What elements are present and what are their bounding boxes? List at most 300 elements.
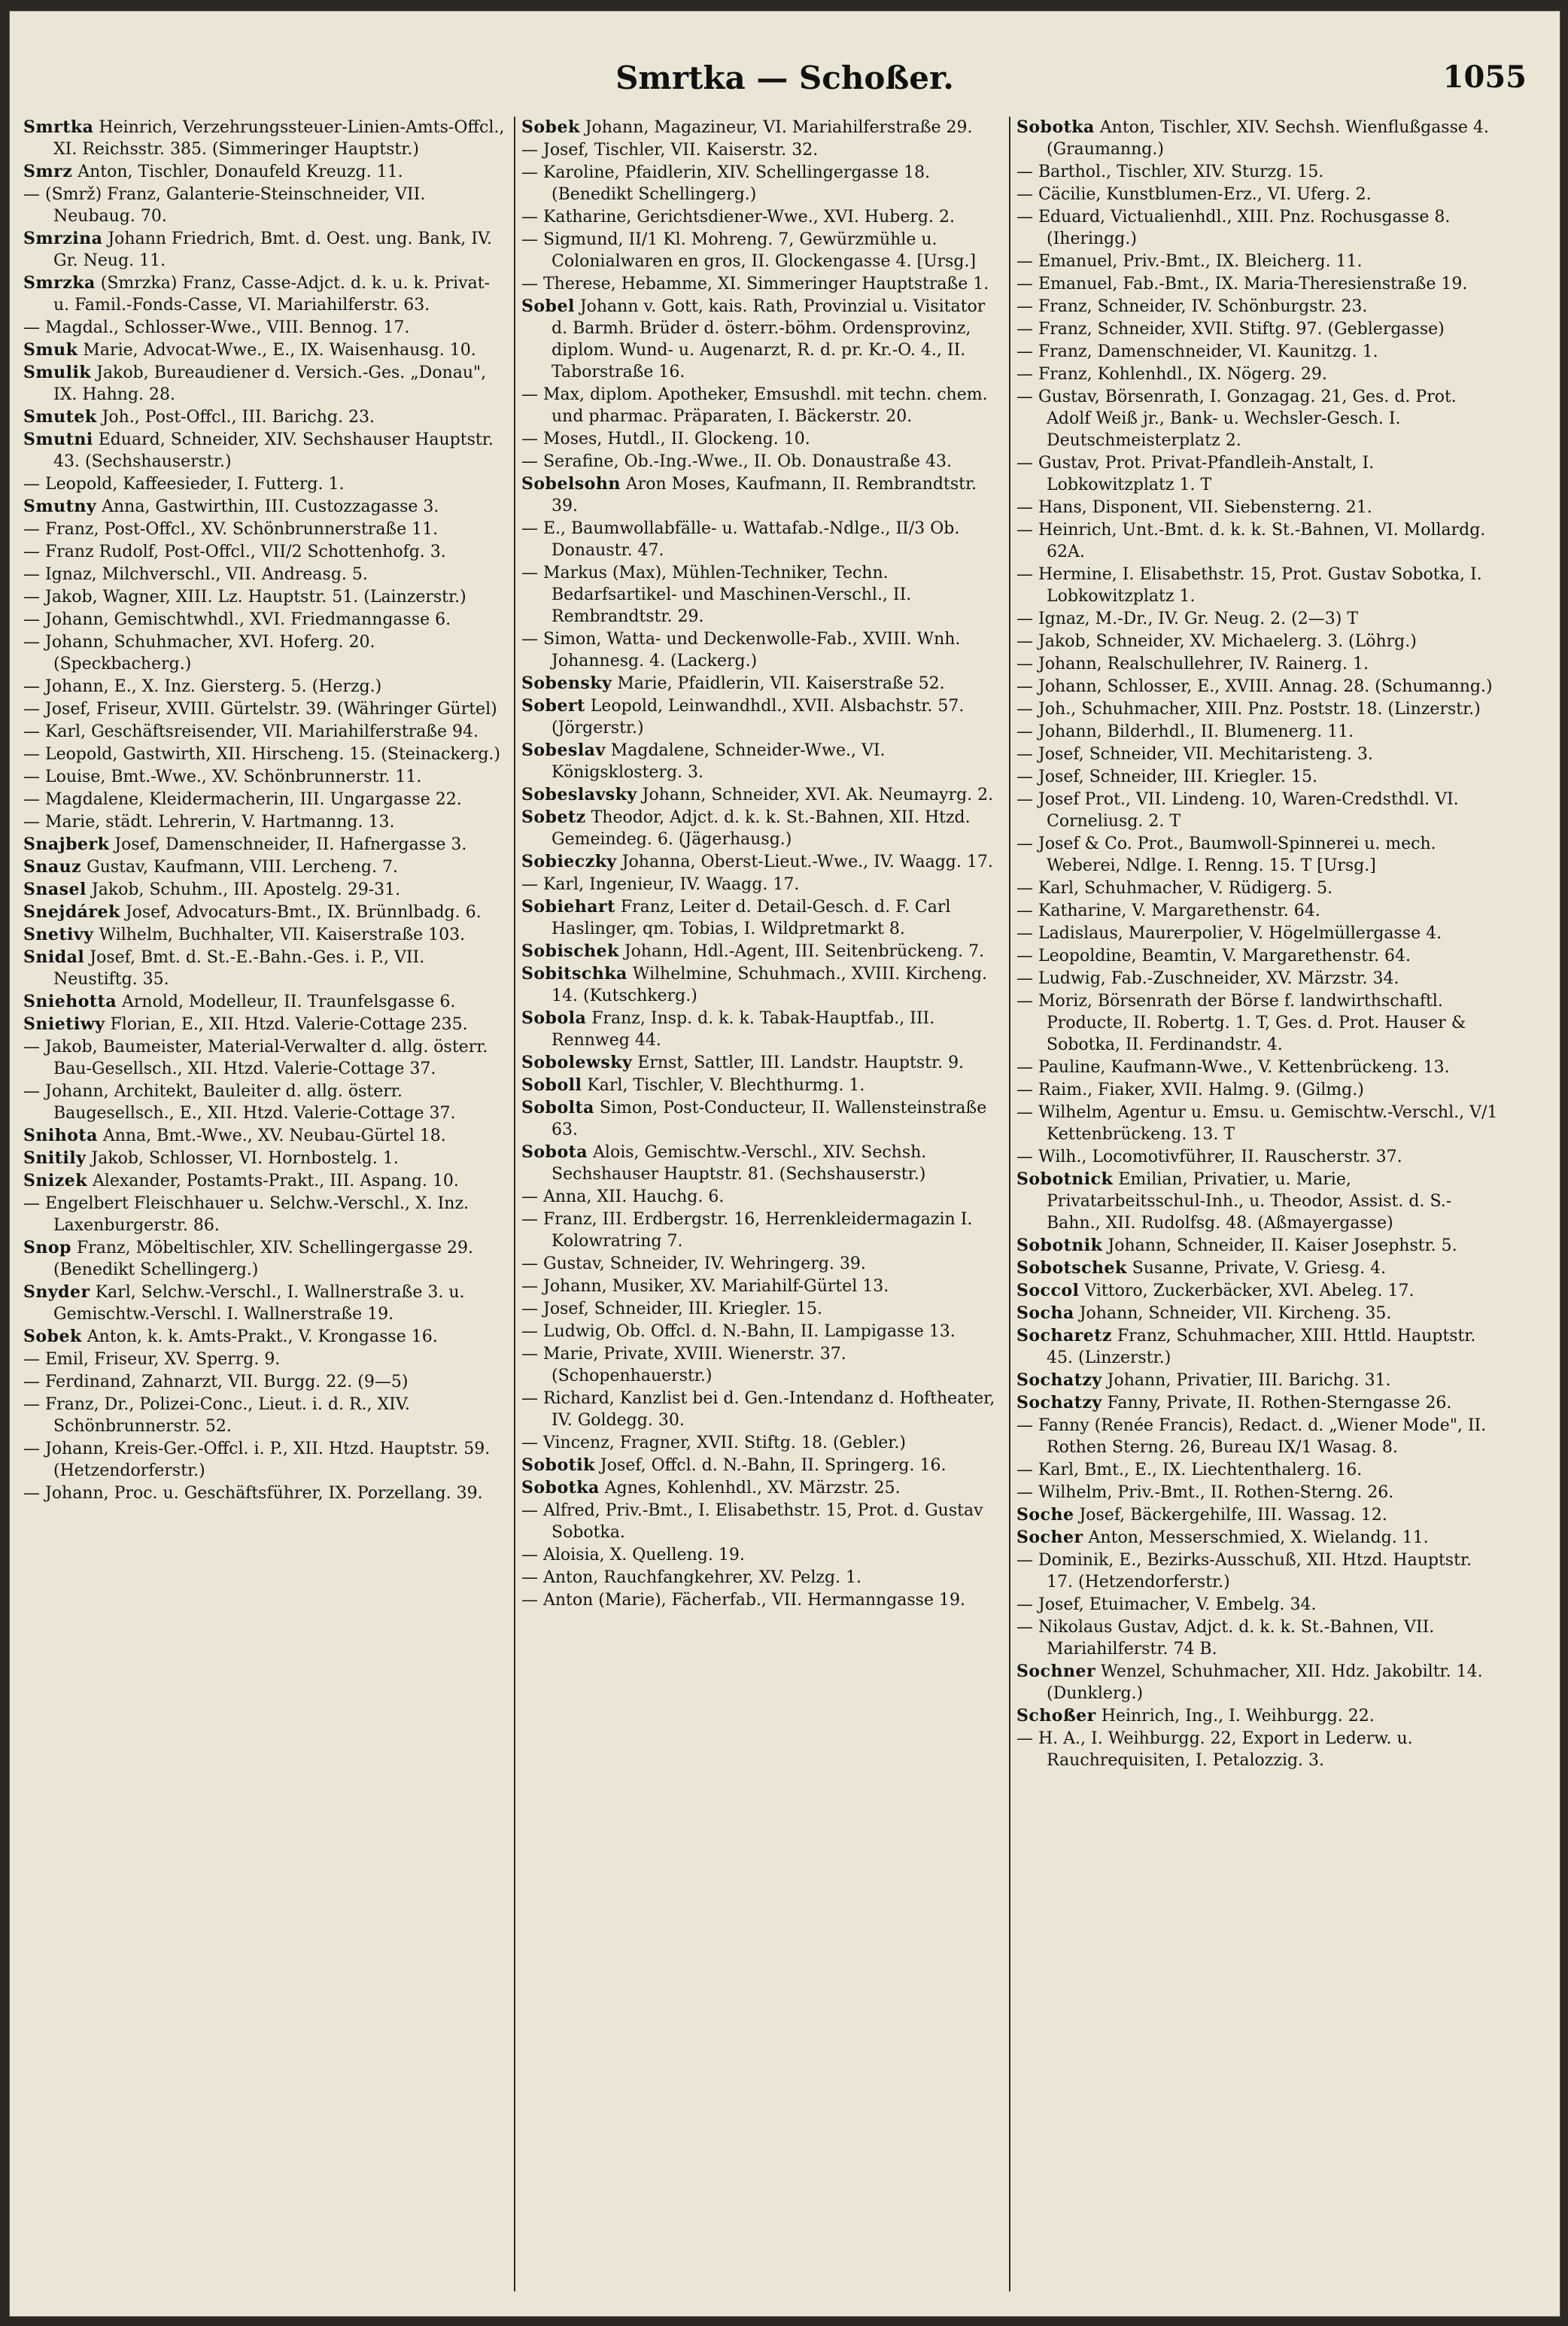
entry-surname: Sobitschka [521,964,628,984]
entry-surname: Schoßer [1016,1706,1096,1725]
entry-text: Anton, Messerschmied, X. Wielandg. 11. [1088,1528,1429,1547]
directory-entry [23,789,509,810]
directory-entry [521,518,1003,561]
directory-entry [1016,1079,1498,1101]
directory-entry [23,1193,509,1236]
directory-entry [521,673,1003,695]
directory-entry [1016,386,1498,452]
entry-text: — Ludwig, Fab.-Zuschneider, XV. Märzstr. 34. [1016,969,1399,988]
entry-text: — Karl, Geschäftsreisender, VII. Mariahilferstraße 94. [23,722,479,741]
directory-entry [23,1438,509,1482]
entry-text: — Vincenz, Fragner, XVII. Stiftg. 18. (Gebler.) [521,1434,906,1452]
entry-text: — Sigmund, II/1 Kl. Mohreng. 7, Gewürzmühle u. Colonialwaren en gros, II. Glockengasse 4. [Ursg.] [521,230,977,271]
entry-text: Leopold, Leinwandhdl., XVII. Alsbachstr. 57. (Jörgerstr.) [552,697,965,737]
directory-entry [1016,1527,1498,1549]
directory-entry [521,1186,1003,1208]
entry-text: Fanny, Private, II. Rothen-Sterngasse 26. [1107,1394,1452,1412]
entry-text: — Ludwig, Ob. Offcl. d. N.-Bahn, II. Lampigasse 13. [521,1322,956,1341]
entry-surname: Snyder [23,1282,90,1302]
directory-entry [23,631,509,675]
column-divider [1009,117,1010,2291]
directory-page [9,11,1560,2317]
directory-entry [23,1482,509,1504]
entry-text: — Eduard, Victualienhdl., XIII. Pnz. Rochusgasse 8. (Iheringg.) [1016,208,1451,248]
entry-text: Simon, Post-Conducteur, II. Wallensteinstraße 63. [552,1099,987,1139]
entry-text: Johann v. Gott, kais. Rath, Provinzial u. Visitator d. Barmh. Brüder d. österr.-böhm. Ordensprovinz, diplom. Wund- u. Augenarzt, R. d. pr. Kr.-O. 4., II. Taborstraße 16. [552,297,986,382]
entry-text: Aron Moses, Kaufmann, II. Rembrandtstr. 39. [552,475,977,515]
entry-text: — Magdalene, Kleidermacherin, III. Ungargasse 22. [23,790,462,809]
directory-entry [521,296,1003,383]
entry-surname: Sobotik [521,1455,595,1475]
entry-surname: Sobota [521,1142,588,1162]
directory-entry [1016,990,1498,1056]
directory-entry [23,1282,509,1325]
directory-entry [521,206,1003,228]
entry-surname: Socher [1016,1528,1083,1547]
directory-entry [23,473,509,495]
directory-entry [1016,676,1498,698]
entry-text: Anton, Tischler, Donaufeld Kreuzg. 11. [77,163,403,181]
entry-surname: Snizek [23,1171,87,1190]
directory-entry [23,947,509,990]
directory-entry [23,228,509,272]
entry-surname: Sobotnick [1016,1169,1114,1189]
page-number: 1055 [1442,59,1527,95]
entry-text: — Louise, Bmt.-Wwe., XV. Schönbrunnerstr. 11. [23,768,422,786]
entry-text: Karl, Selchw.-Verschl., I. Wallnerstraße 3. u. Gemischtw.-Verschl. I. Wallnerstraße 19. [53,1283,465,1324]
directory-entry [521,1500,1003,1543]
entry-text: — Josef, Friseur, XVIII. Gürtelstr. 39. (Währinger Gürtel) [23,700,497,719]
directory-entry [23,541,509,563]
entry-text: — Karoline, Pfaidlerin, XIV. Schellingergasse 18. (Benedikt Schellingerg.) [521,163,931,204]
entry-text: — Simon, Watta- und Deckenwolle-Fab., XVIII. Wnh. Johannesg. 4. (Lackerg.) [521,630,961,670]
column-right [1016,117,1498,2299]
directory-entry [23,721,509,743]
entry-surname: Sobeslavsky [521,785,637,804]
entry-text: Eduard, Schneider, XIV. Sechshauser Hauptstr. 43. (Sechshauserstr.) [53,430,494,471]
directory-entry [521,1253,1003,1275]
directory-entry [1016,1303,1498,1324]
entry-surname: Smrz [23,162,73,181]
directory-entry [521,1321,1003,1342]
directory-entry [1016,318,1498,340]
directory-entry [23,586,509,608]
entry-text: — Johann, Architekt, Bauleiter d. allg. österr. Baugesellsch., E., XII. Htzd. Valerie-Cottage 37. [23,1082,456,1123]
entry-surname: Snasel [23,880,87,899]
directory-entry [23,362,509,406]
directory-entry [521,428,1003,450]
entry-surname: Sobeslav [521,740,606,760]
entry-text: — Anton, Rauchfangkehrer, XV. Pelzg. 1. [521,1568,861,1587]
directory-entry [23,1125,509,1147]
directory-entry [521,628,1003,672]
entry-surname: Sobotnik [1016,1236,1103,1255]
directory-entry [23,924,509,946]
directory-entry [1016,721,1498,743]
entry-text: Johann, Hdl.-Agent, III. Seitenbrückeng. 7. [624,942,985,961]
directory-entry [521,162,1003,205]
directory-entry [1016,251,1498,272]
entry-text: — Johann, Gemischtwhdl., XVI. Friedmanngasse 6. [23,610,451,629]
entry-surname: Smrtka [23,117,94,137]
directory-entry [521,807,1003,850]
entry-text: — Serafine, Ob.-Ing.-Wwe., II. Ob. Donaustraße 43. [521,452,952,471]
entry-text: — Alfred, Priv.-Bmt., I. Elisabethstr. 15, Prot. d. Gustav Sobotka. [521,1501,983,1542]
directory-entry [521,1388,1003,1431]
entry-text: — Wilhelm, Priv.-Bmt., II. Rothen-Sterng. 26. [1016,1483,1394,1502]
directory-entry [521,562,1003,628]
directory-entry [23,811,509,833]
directory-entry [1016,1705,1498,1727]
entry-surname: Sobotka [1016,117,1095,137]
entry-text: Gustav, Kaufmann, VIII. Lercheng. 7. [87,858,398,877]
entry-text: — Johann, Realschullehrer, IV. Rainerg. 1. [1016,655,1369,673]
entry-text: — Marie, städt. Lehrerin, V. Hartmanng. 13. [23,813,395,832]
entry-text: Karl, Tischler, V. Blechthurmg. 1. [587,1076,865,1095]
entry-surname: Sobolta [521,1098,594,1117]
entry-text: — Ignaz, M.-Dr., IV. Gr. Neug. 2. (2—3) T [1016,610,1358,628]
entry-text: — Emanuel, Priv.-Bmt., IX. Bleicherg. 11. [1016,252,1363,271]
entry-text: — Wilh., Locomotivführer, II. Rauscherstr. 37. [1016,1148,1402,1166]
directory-entry [1016,273,1498,295]
entry-text: (Smrzka) Franz, Casse-Adjct. d. k. u. k. Privat- u. Famil.-Fonds-Casse, VI. Mariahilferstr. 63. [53,274,490,315]
directory-entry [1016,519,1498,563]
entry-surname: Sobischek [521,941,619,961]
entry-text: Franz, Schuhmacher, XIII. Httld. Hauptstr. 45. (Linzerstr.) [1047,1327,1476,1367]
entry-text: Alexander, Postamts-Prakt., III. Aspang. 10. [92,1172,459,1190]
entry-text: Josef, Advocaturs-Bmt., IX. Brünnlbadg. 6. [125,903,482,922]
entry-surname: Soche [1016,1505,1074,1525]
directory-entry [1016,1169,1498,1234]
directory-entry [521,1432,1003,1454]
directory-entry [23,117,509,160]
entry-surname: Sobiehart [521,897,615,917]
entry-text: Arnold, Modelleur, II. Traunfelsgasse 6. [122,993,456,1011]
entry-text: — Engelbert Fleischhauer u. Selchw.-Verschl., X. Inz. Laxenburgerstr. 86. [23,1194,469,1235]
directory-entry [23,406,509,428]
directory-entry [1016,608,1498,630]
entry-surname: Snidal [23,947,85,967]
directory-entry [1016,653,1498,675]
directory-entry [1016,1102,1498,1145]
entry-surname: Smrzka [23,273,96,293]
entry-text: — Josef, Schneider, VII. Mechitaristeng. 3. [1016,745,1373,764]
directory-entry [1016,877,1498,899]
directory-entry [521,117,1003,138]
directory-entry [23,676,509,698]
entry-surname: Smuk [23,340,78,360]
directory-entry [1016,1616,1498,1660]
directory-entry [23,429,509,473]
entry-text: — Emanuel, Fab.-Bmt., IX. Maria-Theresienstraße 19. [1016,275,1468,293]
entry-text: — Barthol., Tischler, XIV. Sturzg. 15. [1016,163,1324,181]
directory-entry [23,1348,509,1370]
entry-text: — Pauline, Kaufmann-Wwe., V. Kettenbrückeng. 13. [1016,1058,1450,1077]
entry-text: Wenzel, Schuhmacher, XII. Hdz. Jakobiltr. 14. (Dunklerg.) [1047,1662,1483,1703]
directory-entry [1016,1504,1498,1526]
entry-text: Jakob, Bureaudiener d. Versich.-Ges. „Donau", IX. Hahng. 28. [53,363,487,404]
directory-entry [23,902,509,923]
directory-entry [521,1477,1003,1499]
entry-text: — Josef, Tischler, VII. Kaiserstr. 32. [521,141,819,160]
directory-entry [1016,497,1498,518]
directory-entry [23,496,509,518]
directory-entry [23,698,509,720]
entry-text: Franz, Möbeltischler, XIV. Schellingergasse 29. (Benedikt Schellingerg.) [53,1239,473,1279]
directory-entry [23,743,509,765]
entry-text: — E., Baumwollabfälle- u. Wattafab.-Ndlge., II/3 Ob. Donaustr. 47. [521,519,960,560]
entry-text: Wilhelmine, Schuhmach., XVIII. Kircheng. 14. (Kutschkerg.) [552,965,988,1005]
entry-text: — Ferdinand, Zahnarzt, VII. Burgg. 22. (9—5) [23,1373,409,1391]
entry-text: — Franz, Schneider, XVII. Stiftg. 97. (Geblergasse) [1016,320,1445,339]
entry-text: — Johann, Musiker, XV. Mariahilf-Gürtel 13. [521,1277,889,1296]
entry-text: — Katharine, V. Margarethenstr. 64. [1016,902,1320,920]
entry-text: — Leopold, Kaffeesieder, I. Futterg. 1. [23,475,345,494]
directory-entry [521,695,1003,739]
entry-text: — Nikolaus Gustav, Adjct. d. k. k. St.-Bahnen, VII. Mariahilferstr. 74 B. [1016,1618,1435,1659]
entry-text: — Jakob, Schneider, XV. Michaelerg. 3. (Löhrg.) [1016,632,1417,651]
directory-entry [521,1097,1003,1141]
directory-entry [1016,789,1498,832]
entry-text: — Markus (Max), Mühlen-Techniker, Techn. Bedarfsartikel- und Maschinen-Verschl., II. Rembrandtstr. 29. [521,564,912,626]
directory-entry [521,1455,1003,1476]
entry-surname: Sobek [23,1327,82,1346]
entry-text: Anton, k. k. Amts-Prakt., V. Krongasse 16. [87,1327,438,1346]
entry-text: — Josef & Co. Prot., Baumwoll-Spinnerei u. mech. Weberei, Ndlge. I. Renng. 15. T [Ursg.] [1016,835,1436,875]
entry-text: Joh., Post-Offcl., III. Barichg. 23. [102,408,375,427]
entry-text: — Hans, Disponent, VII. Siebensterng. 21. [1016,498,1372,517]
entry-surname: Smutni [23,430,93,449]
directory-entry [1016,1415,1498,1458]
column-divider [514,117,515,2291]
entry-surname: Snihota [23,1126,98,1145]
entry-text: Josef, Offcl. d. N.-Bahn, II. Springerg. 16. [600,1456,947,1475]
entry-surname: Smrzina [23,229,103,248]
entry-text: — Heinrich, Unt.-Bmt. d. k. k. St.-Bahnen, VI. Mollardg. 62A. [1016,521,1486,561]
directory-entry [521,1075,1003,1096]
directory-entry [1016,968,1498,990]
entry-surname: Sobieczky [521,852,617,871]
directory-entry [521,740,1003,783]
entry-text: — H. A., I. Weihburgg. 22, Export in Lederw. u. Rauchrequisiten, I. Petalozzig. 3. [1016,1729,1413,1770]
entry-surname: Sobotschek [1016,1258,1127,1278]
entry-surname: Sobetz [521,807,586,827]
entry-text: Vittoro, Zuckerbäcker, XVI. Abeleg. 17. [1084,1282,1415,1300]
entry-surname: Sobelsohn [521,474,621,494]
directory-entry [521,1209,1003,1252]
entry-text: Josef, Bäckergehilfe, III. Wassag. 12. [1079,1506,1387,1525]
directory-entry [23,834,509,856]
entry-text: Johann, Magazineur, VI. Mariahilferstraße 29. [585,118,973,137]
entry-text: Theodor, Adjct. d. k. k. St.-Bahnen, XII. Htzd. Gemeindeg. 6. (Jägerhausg.) [552,808,971,849]
entry-surname: Smutek [23,407,97,427]
entry-surname: Snietiwy [23,1014,105,1034]
entry-text: Josef, Bmt. d. St.-E.-Bahn.-Ges. i. P., VII. Neustiftg. 35. [53,948,425,989]
entry-text: — Karl, Bmt., E., IX. Liechtenthalerg. 16. [1016,1461,1363,1479]
directory-entry [1016,1280,1498,1302]
directory-entry [1016,1392,1498,1414]
directory-entry [1016,1235,1498,1257]
entry-text: Marie, Pfaidlerin, VII. Kaiserstraße 52. [617,674,945,693]
entry-surname: Socharetz [1016,1326,1112,1345]
directory-entry [1016,631,1498,652]
entry-text: — Moriz, Börsenrath der Börse f. landwirthschaftl. Producte, II. Robertg. 1. T, Ges. d. Prot. Hauser & Sobotka, II. Ferdinandstr. 4. [1016,992,1466,1054]
directory-entry [521,1008,1003,1051]
entry-text: Emilian, Privatier, u. Marie, Privatarbeitsschul-Inh., u. Theodor, Assist. d. S.-Bahn., XII. Rudolfsg. 48. (Aßmayergasse) [1047,1170,1452,1233]
entry-text: — Jakob, Baumeister, Material-Verwalter d. allg. österr. Bau-Gesellsch., XII. Htzd. Valerie-Cottage 37. [23,1038,488,1078]
directory-entry [1016,1325,1498,1369]
entry-surname: Sobek [521,117,580,137]
entry-text: Wilhelm, Buchhalter, VII. Kaiserstraße 103. [99,926,466,944]
directory-entry [521,1142,1003,1185]
directory-entry [521,1298,1003,1320]
entry-text: — Franz, Schneider, IV. Schönburgstr. 23. [1016,297,1368,316]
entry-text: — Emil, Friseur, XV. Sperrg. 9. [23,1350,281,1369]
page-header [10,59,1560,105]
entry-text: — Magdal., Schlosser-Wwe., VIII. Bennog. 17. [23,318,410,337]
entry-text: — Richard, Kanzlist bei d. Gen.-Intendanz d. Hoftheater, IV. Goldegg. 30. [521,1389,995,1430]
entry-surname: Sobotka [521,1478,600,1497]
directory-entry [1016,1257,1498,1279]
directory-entry [23,609,509,631]
entry-text: — Josef, Schneider, III. Kriegler. 15. [521,1300,822,1318]
entry-surname: Soccol [1016,1281,1080,1300]
entry-text: — Therese, Hebamme, XI. Simmeringer Hauptstraße 1. [521,275,989,293]
entry-text: — Gustav, Börsenrath, I. Gonzagag. 21, Ges. d. Prot. Adolf Weiß jr., Bank- u. Wechsler-Gesch. I. Deutschmeisterplatz 2. [1016,388,1457,450]
column-middle [521,117,1003,2299]
directory-entry [1016,698,1498,720]
entry-text: — Ladislaus, Maurerpolier, V. Högelmüllergasse 4. [1016,924,1442,943]
directory-entry [23,1394,509,1437]
directory-entry [1016,1146,1498,1168]
directory-entry [1016,1661,1498,1704]
entry-text: Johann, Privatier, III. Barichg. 31. [1107,1371,1391,1390]
entry-surname: Sobola [521,1008,587,1028]
entry-text: — Dominik, E., Bezirks-Ausschuß, XII. Htzd. Hauptstr. 17. (Hetzendorferstr.) [1016,1551,1472,1592]
directory-entry [521,451,1003,473]
entry-surname: Snitily [23,1148,87,1168]
entry-text: — Anna, XII. Hauchg. 6. [521,1187,725,1206]
directory-entry [23,518,509,540]
entry-text: Magdalene, Schneider-Wwe., VI. Königsklosterg. 3. [552,741,886,782]
entry-surname: Snajberk [23,835,110,854]
entry-text: Johanna, Oberst-Lieut.-Wwe., IV. Waagg. 17. [621,853,993,871]
directory-entry [23,1036,509,1080]
directory-entry [23,564,509,585]
directory-entry [521,1275,1003,1297]
directory-entry [521,784,1003,806]
directory-entry [23,1237,509,1281]
entry-text: — Ignaz, Milchverschl., VII. Andreasg. 5. [23,565,368,584]
entry-text: Franz, Insp. d. k. k. Tabak-Hauptfab., III. Rennweg 44. [552,1009,935,1050]
entry-text: Jakob, Schuhm., III. Apostelg. 29-31. [91,880,401,899]
entry-text: — Johann, Schlosser, E., XVIII. Annag. 28. (Schumanng.) [1016,677,1493,696]
entry-surname: Sobensky [521,673,612,693]
directory-entry [521,384,1003,427]
directory-entry [1016,1057,1498,1078]
entry-surname: Sobolewsky [521,1053,633,1072]
entry-text: Susanne, Private, V. Griesg. 4. [1132,1259,1387,1278]
directory-entry [521,139,1003,161]
directory-entry [521,874,1003,895]
entry-text: Johann, Schneider, II. Kaiser Josephstr. 5. [1108,1236,1457,1255]
entry-surname: Sniehotta [23,992,117,1011]
entry-text: — Josef, Etuimacher, V. Embelg. 34. [1016,1595,1317,1614]
entry-text: — Gustav, Schneider, IV. Wehringerg. 39. [521,1254,866,1273]
directory-entry [521,1567,1003,1589]
entry-text: — Josef, Schneider, III. Kriegler. 15. [1016,768,1317,786]
entry-surname: Sochatzy [1016,1370,1102,1390]
directory-entry [1016,1594,1498,1616]
directory-entry [521,1343,1003,1387]
directory-entry [1016,766,1498,788]
entry-text: — Johann, Kreis-Ger.-Offcl. i. P., XII. Htzd. Hauptstr. 59. (Hetzendorferstr.) [23,1440,491,1480]
directory-entry [23,1371,509,1393]
directory-entry [23,317,509,339]
entry-text: — Leopoldine, Beamtin, V. Margarethenstr. 64. [1016,947,1412,965]
directory-entry [23,1326,509,1348]
entry-text: Johann, Schneider, VII. Kircheng. 35. [1079,1304,1392,1323]
entry-text: — Franz, Dr., Polizei-Conc., Lieut. i. d. R., XIV. Schönbrunnerstr. 52. [23,1395,410,1436]
directory-entry [1016,1549,1498,1593]
directory-entry [23,879,509,901]
entry-text: — Anton (Marie), Fächerfab., VII. Hermanngasse 19. [521,1591,965,1610]
entry-text: Anna, Bmt.-Wwe., XV. Neubau-Gürtel 18. [102,1127,446,1145]
directory-entry [1016,1370,1498,1391]
directory-entry [23,1148,509,1169]
entry-text: Ernst, Sattler, III. Landstr. Hauptstr. 9. [637,1054,965,1072]
entry-text: Alois, Gemischtw.-Verschl., XIV. Sechsh. Sechshauser Hauptstr. 81. (Sechshauserstr.) [552,1143,927,1184]
directory-entry [23,339,509,361]
directory-entry [521,1589,1003,1611]
directory-entry [1016,206,1498,250]
entry-text: — (Smrž) Franz, Galanterie-Steinschneider, VII. Neubaug. 70. [23,185,426,226]
entry-text: — Jakob, Wagner, XIII. Lz. Hauptstr. 51. (Lainzerstr.) [23,588,466,607]
directory-entry [1016,341,1498,363]
entry-text: — Franz, Kohlenhdl., IX. Nögerg. 29. [1016,365,1327,384]
column-left [23,117,509,2299]
directory-entry [23,856,509,878]
entry-surname: Snetivy [23,925,94,944]
entry-surname: Snejdárek [23,902,120,922]
entry-surname: Sobel [521,296,575,316]
directory-entry [1016,945,1498,967]
entry-text: Marie, Advocat-Wwe., E., IX. Waisenhausg. 10. [83,341,476,360]
entry-text: Florian, E., XII. Htzd. Valerie-Cottage 235. [110,1015,468,1034]
entry-text: — Franz Rudolf, Post-Offcl., VII/2 Schottenhofg. 3. [23,543,446,561]
entry-text: — Franz, III. Erdbergstr. 16, Herrenkleidermagazin I. Kolowratring 7. [521,1210,973,1251]
directory-entry [1016,900,1498,922]
directory-entry [23,272,509,316]
entry-text: Jakob, Schlosser, VI. Hornbostelg. 1. [91,1149,399,1168]
directory-entry [23,161,509,183]
entry-text: Johann Friedrich, Bmt. d. Oest. ung. Bank, IV. Gr. Neug. 11. [53,230,492,270]
entry-text: — Johann, Schuhmacher, XVI. Hoferg. 20. (Speckbacherg.) [23,633,375,673]
entry-text: Franz, Leiter d. Detail-Gesch. d. F. Carl Haslinger, qm. Tobias, I. Wildpretmarkt 8. [552,898,951,938]
entry-text: Anton, Tischler, XIV. Sechsh. Wienflußgasse 4. (Graumanng.) [1047,118,1489,159]
entry-surname: Smulik [23,363,92,382]
directory-entry [521,229,1003,272]
entry-surname: Snop [23,1238,71,1257]
entry-surname: Smutny [23,497,97,516]
entry-text: — Cäcilie, Kunstblumen-Erz., VI. Uferg. 2. [1016,185,1372,204]
directory-entry [1016,452,1498,496]
entry-surname: Sobert [521,696,585,716]
directory-entry [521,851,1003,873]
directory-entry [1016,117,1498,160]
entry-text: — Fanny (Renée Francis), Redact. d. „Wiener Mode", II. Rothen Sterng. 26, Bureau IX/1 Wasag. 8. [1016,1416,1487,1457]
entry-text: — Franz, Damenschneider, VI. Kaunitzg. 1. [1016,342,1378,361]
